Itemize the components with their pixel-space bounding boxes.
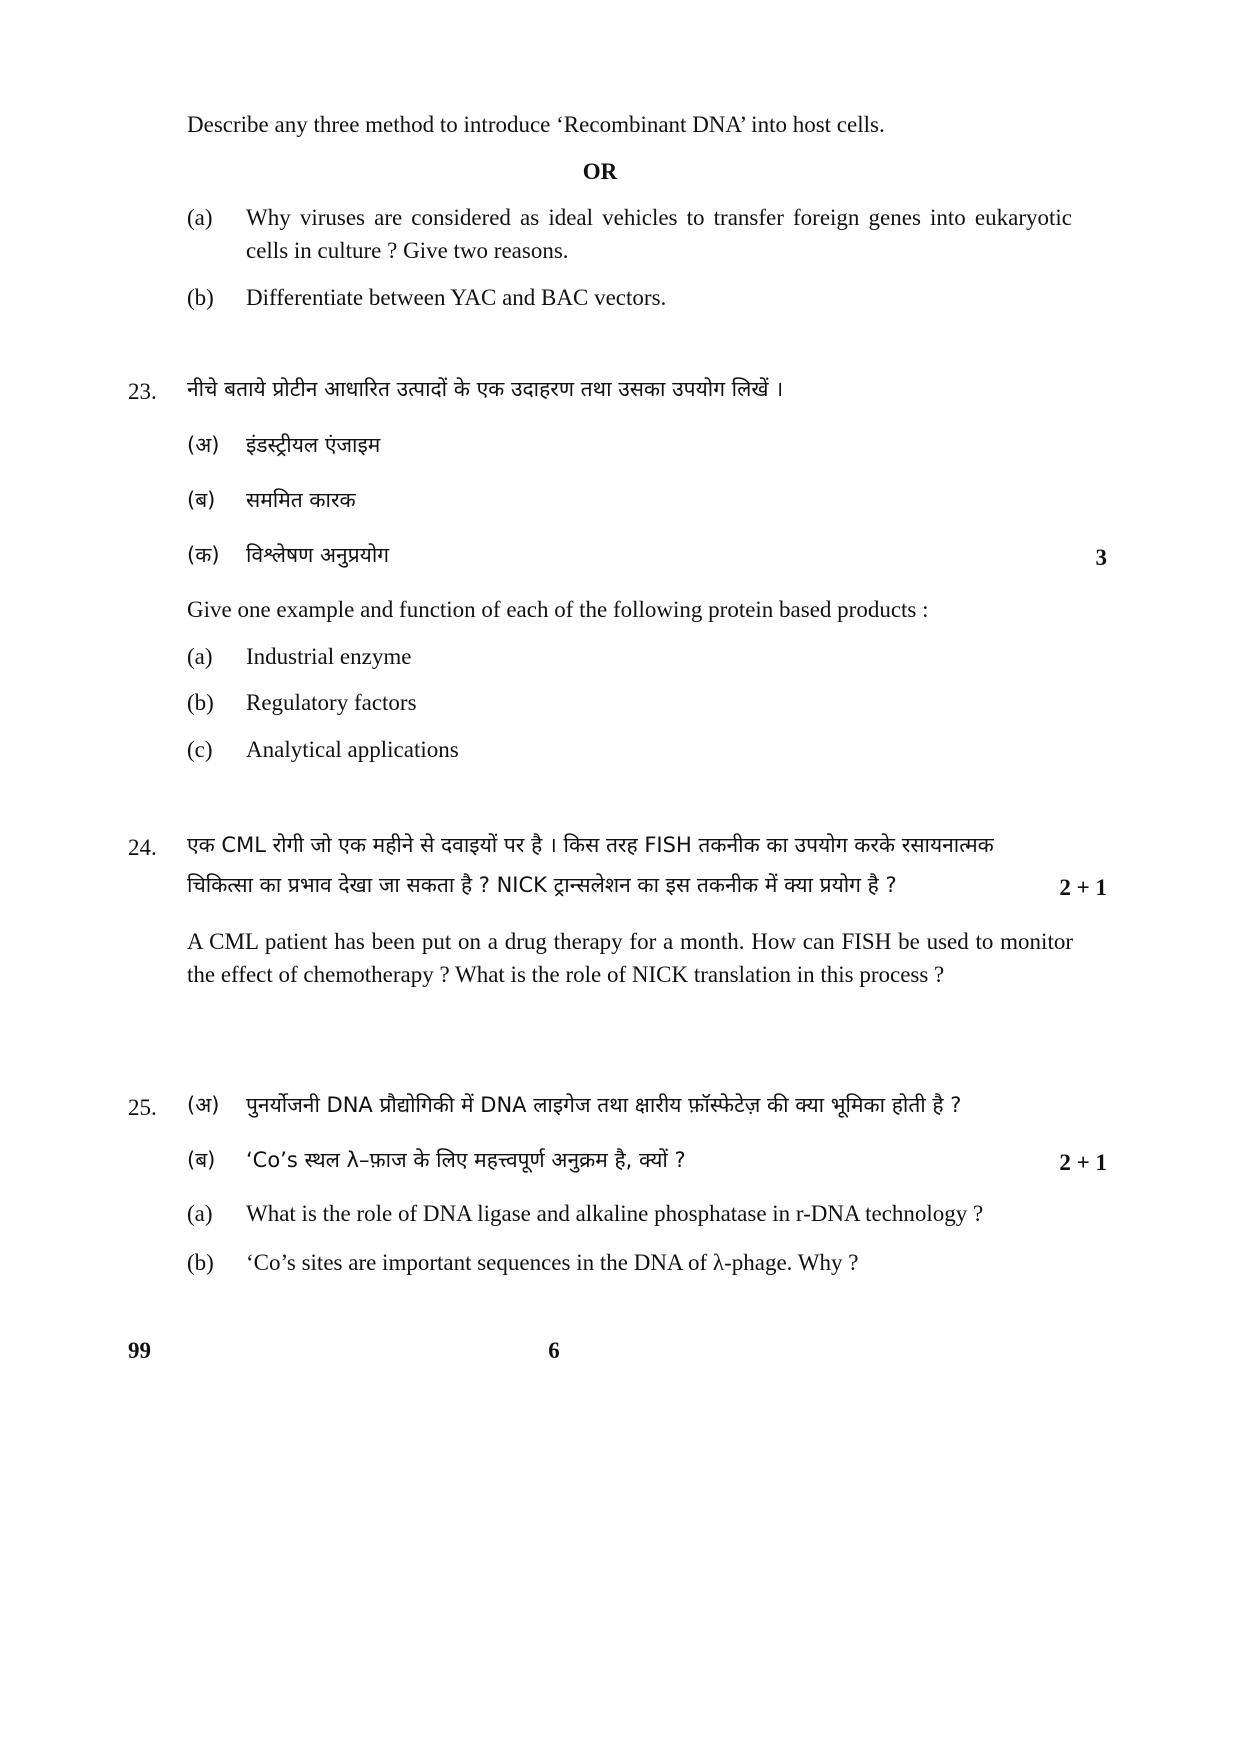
q23-english-question: Give one example and function of each of the following protein based products : <box>187 597 929 622</box>
or-separator: OR <box>582 159 618 184</box>
q25-hindi-label-a: (अ) <box>187 1093 220 1117</box>
q23-hindi-item-a: इंडस्ट्रीयल एंजाइम <box>246 433 381 457</box>
q25-text-a: What is the role of DNA ligase and alkaline phosphatase in r-DNA technology ? <box>246 1201 984 1226</box>
q23-hindi-label-a: (अ) <box>187 433 220 457</box>
q24-hindi-line1: एक CML रोगी जो एक महीने से दवाइयों पर है । किस तरह FISH तकनीक का उपयोग करके रसायनात्मक <box>187 833 994 857</box>
prev-b-label: (b) <box>187 285 214 310</box>
q23-hindi-label-c: (क) <box>187 543 220 567</box>
q23-hindi-question: नीचे बताये प्रोटीन आधारित उत्पादों के एक उदाहरण तथा उसका उपयोग लिखें । <box>187 377 784 401</box>
q23-hindi-item-c: विश्लेषण अनुप्रयोग <box>246 543 390 567</box>
q23-hindi-item-b: सममित कारक <box>246 488 356 512</box>
footer-code: 99 <box>128 1338 151 1363</box>
q24-english: A CML patient has been put on a drug therapy for a month. How can FISH be used to monitor the effect of chemotherapy ? What is the role of NICK translation in this process ? <box>187 929 1073 987</box>
q25-number: 25. <box>128 1095 157 1120</box>
q23-item-c: Analytical applications <box>246 737 459 762</box>
q23-number: 23. <box>128 379 157 404</box>
q24-marks: 2 + 1 <box>1059 875 1107 900</box>
q23-hindi-label-b: (ब) <box>187 488 216 512</box>
q25-hindi-text-b: ‘Co’s स्थल λ–फ़ाज के लिए महत्त्वपूर्ण अनुक्रम है, क्यों ? <box>246 1148 686 1172</box>
q23-item-a: Industrial enzyme <box>246 644 412 669</box>
q23-label-b: (b) <box>187 690 214 715</box>
q25-marks: 2 + 1 <box>1059 1150 1107 1175</box>
q24-number: 24. <box>128 835 157 860</box>
q25-hindi-text-a: पुनर्योजनी DNA प्रौद्योगिकी में DNA लाइगेज तथा क्षारीय फ़ॉस्फेटेज़ की क्या भूमिका होती है ? <box>246 1093 962 1117</box>
q25-hindi-label-b: (ब) <box>187 1148 216 1172</box>
q23-item-b: Regulatory factors <box>246 690 417 715</box>
q24-hindi-line2: चिकित्सा का प्रभाव देखा जा सकता है ? NICK ट्रान्सलेशन का इस तकनीक में क्या प्रयोग है ? <box>187 873 897 897</box>
q23-marks: 3 <box>1095 545 1107 570</box>
q25-label-a: (a) <box>187 1201 213 1226</box>
prev-a-label: (a) <box>187 205 213 230</box>
q25-label-b: (b) <box>187 1250 214 1275</box>
q23-label-c: (c) <box>187 737 213 762</box>
prev-instruction: Describe any three method to introduce ‘Recombinant DNA’ into host cells. <box>187 112 885 137</box>
prev-a-text: Why viruses are considered as ideal vehicles to transfer foreign genes into eukaryotic cells in culture ? Give two reasons. <box>246 205 1072 263</box>
footer-page-number: 6 <box>548 1338 560 1363</box>
prev-b-text: Differentiate between YAC and BAC vectors. <box>246 285 667 310</box>
q23-label-a: (a) <box>187 644 213 669</box>
q25-text-b: ‘Co’s sites are important sequences in the DNA of λ-phage. Why ? <box>246 1250 859 1275</box>
